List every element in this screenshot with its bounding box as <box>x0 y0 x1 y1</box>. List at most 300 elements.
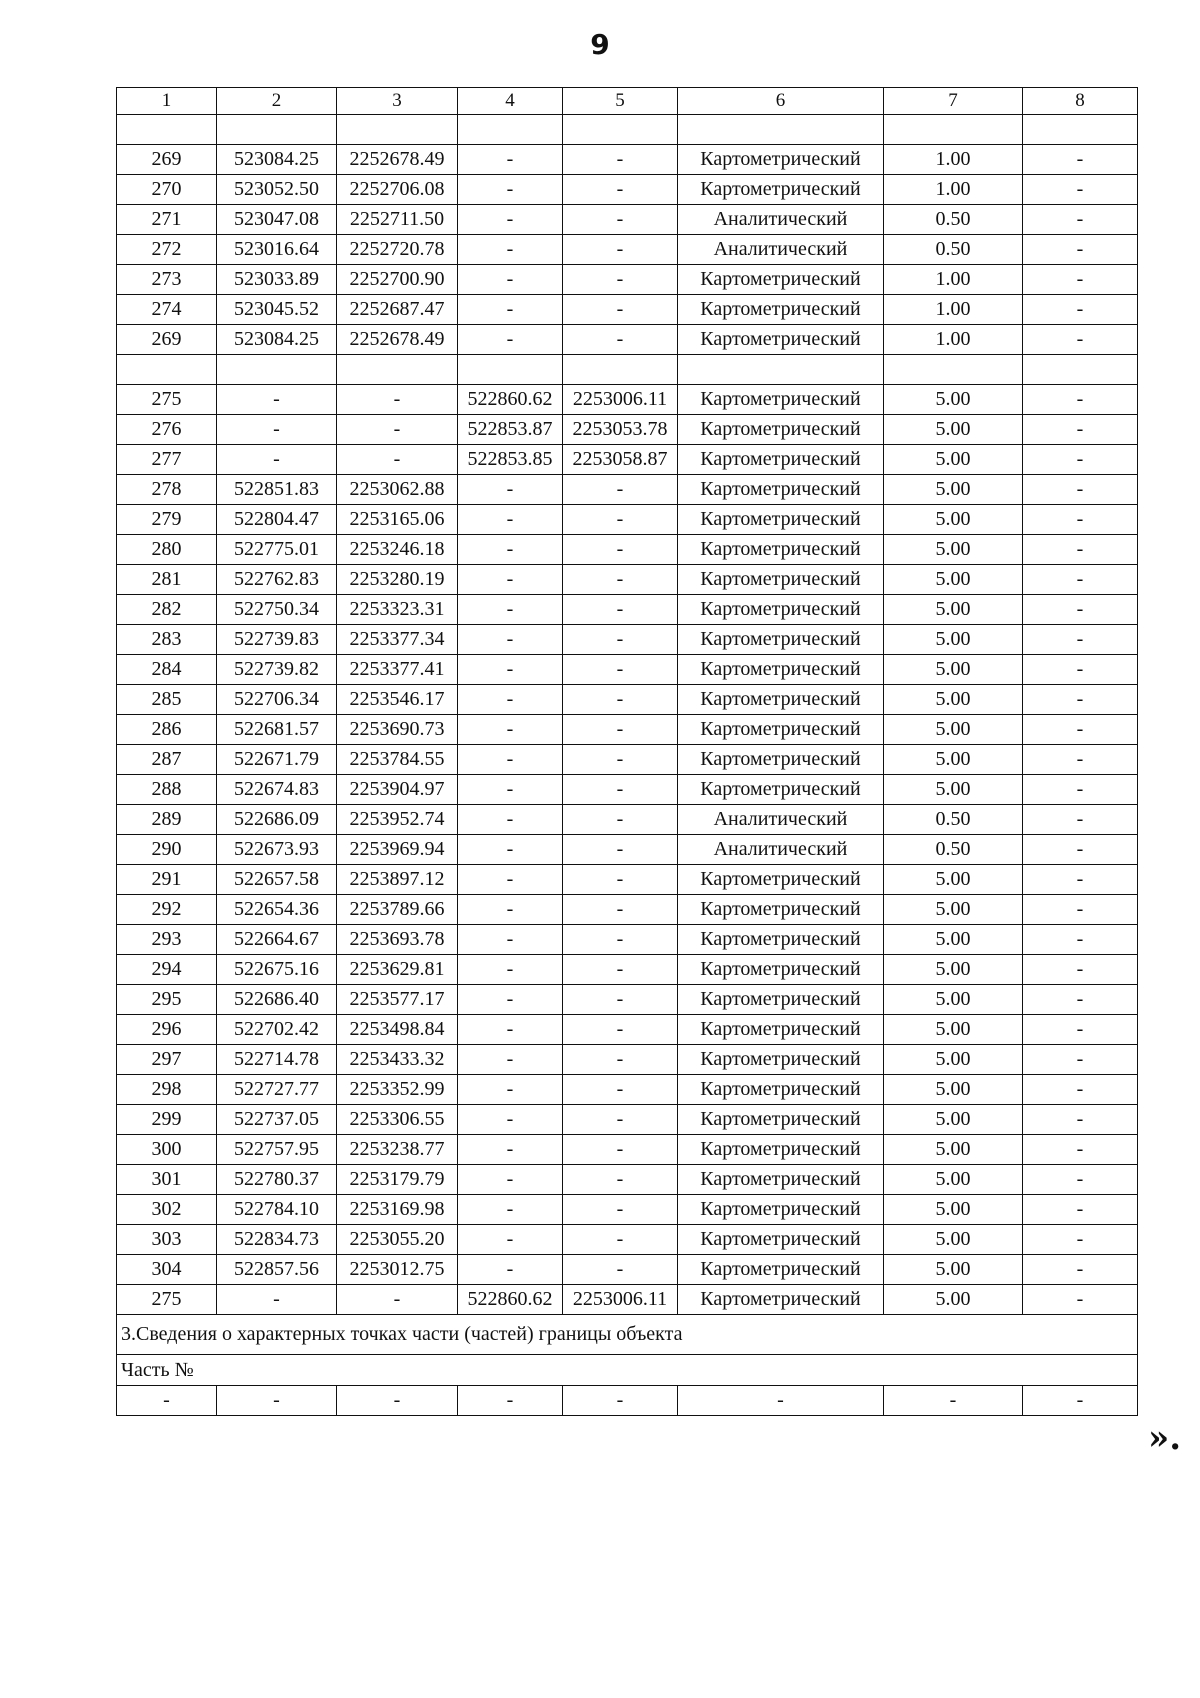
table-cell: 522851.83 <box>217 475 337 505</box>
table-cell: - <box>458 805 563 835</box>
table-cell: 522757.95 <box>217 1135 337 1165</box>
table-cell: - <box>458 1225 563 1255</box>
table-cell: 277 <box>117 445 217 475</box>
table-cell: Картометрический <box>678 295 884 325</box>
table-row <box>117 1225 1138 1255</box>
table-row <box>117 1075 1138 1105</box>
table-cell: - <box>563 325 678 355</box>
table-row <box>117 805 1138 835</box>
table-cell: 523033.89 <box>217 265 337 295</box>
table-cell: 2253053.78 <box>563 415 678 445</box>
table-cell: Картометрический <box>678 655 884 685</box>
table-row <box>117 415 1138 445</box>
table-cell: - <box>563 1165 678 1195</box>
table-cell: - <box>217 415 337 445</box>
table-cell: 5.00 <box>884 1165 1023 1195</box>
table-cell: 5.00 <box>884 535 1023 565</box>
table-cell: 2253789.66 <box>337 895 458 925</box>
table-cell: Картометрический <box>678 475 884 505</box>
table-cell: Картометрический <box>678 1165 884 1195</box>
table-row <box>117 1195 1138 1225</box>
table-cell: - <box>1023 835 1138 865</box>
table-cell: - <box>1023 1255 1138 1285</box>
table-cell: - <box>563 145 678 175</box>
table-cell: 5.00 <box>884 955 1023 985</box>
table-cell: - <box>458 1045 563 1075</box>
table-cell: 285 <box>117 685 217 715</box>
table-row <box>117 1285 1138 1315</box>
header-cell: 3 <box>337 88 458 115</box>
table-cell: 522775.01 <box>217 535 337 565</box>
table-cell: - <box>1023 175 1138 205</box>
table-cell: 283 <box>117 625 217 655</box>
table-cell: Картометрический <box>678 1045 884 1075</box>
table-cell: - <box>1023 565 1138 595</box>
table-cell: 2253690.73 <box>337 715 458 745</box>
table-cell: - <box>563 655 678 685</box>
table-cell: - <box>563 1386 678 1416</box>
table-cell: 0.50 <box>884 235 1023 265</box>
table-cell: 5.00 <box>884 715 1023 745</box>
table-cell: 2253629.81 <box>337 955 458 985</box>
table-cell: - <box>458 715 563 745</box>
table-cell: 1.00 <box>884 145 1023 175</box>
table-cell: - <box>337 415 458 445</box>
table-cell: - <box>458 655 563 685</box>
table-cell: 286 <box>117 715 217 745</box>
table-cell: - <box>458 745 563 775</box>
table-cell: - <box>563 595 678 625</box>
table-cell: - <box>678 1386 884 1416</box>
table-cell: Картометрический <box>678 895 884 925</box>
table-cell: 2253897.12 <box>337 865 458 895</box>
table-cell: - <box>217 1386 337 1416</box>
table-cell: 522834.73 <box>217 1225 337 1255</box>
table-cell: - <box>1023 805 1138 835</box>
table-cell: 522681.57 <box>217 715 337 745</box>
table-cell <box>563 115 678 145</box>
table-cell: 290 <box>117 835 217 865</box>
table-cell: 2253969.94 <box>337 835 458 865</box>
table-cell: - <box>458 565 563 595</box>
table-cell: 522714.78 <box>217 1045 337 1075</box>
table-cell: 523052.50 <box>217 175 337 205</box>
table-cell: 2253012.75 <box>337 1255 458 1285</box>
table-cell: 2253952.74 <box>337 805 458 835</box>
table-cell: - <box>458 475 563 505</box>
table-cell: - <box>563 985 678 1015</box>
table-cell: 280 <box>117 535 217 565</box>
table-cell: 2252706.08 <box>337 175 458 205</box>
table-cell: - <box>458 1165 563 1195</box>
table-cell: Аналитический <box>678 835 884 865</box>
table-cell: 298 <box>117 1075 217 1105</box>
table-cell: 2253306.55 <box>337 1105 458 1135</box>
table-cell: - <box>458 505 563 535</box>
table-cell: 270 <box>117 175 217 205</box>
table-cell: 273 <box>117 265 217 295</box>
table-cell: - <box>563 925 678 955</box>
table-cell: - <box>563 1225 678 1255</box>
table-cell: Картометрический <box>678 145 884 175</box>
table-cell: 300 <box>117 1135 217 1165</box>
table-cell: 2253006.11 <box>563 385 678 415</box>
table-cell: Картометрический <box>678 415 884 445</box>
closing-quote-mark: ». <box>1148 1418 1182 1458</box>
table-cell: Картометрический <box>678 1195 884 1225</box>
table-row <box>117 685 1138 715</box>
table-cell: 287 <box>117 745 217 775</box>
table-cell: 2253179.79 <box>337 1165 458 1195</box>
table-cell: 522860.62 <box>458 385 563 415</box>
table-cell: 278 <box>117 475 217 505</box>
table-cell: 2252700.90 <box>337 265 458 295</box>
table-row <box>117 835 1138 865</box>
table-cell: 288 <box>117 775 217 805</box>
table-cell: Картометрический <box>678 715 884 745</box>
table-cell <box>458 355 563 385</box>
table-cell <box>884 115 1023 145</box>
table-row <box>117 925 1138 955</box>
table-cell: 5.00 <box>884 1285 1023 1315</box>
table-cell: - <box>1023 1135 1138 1165</box>
table-cell: 522784.10 <box>217 1195 337 1225</box>
table-cell: 2253904.97 <box>337 775 458 805</box>
table-cell: - <box>563 1045 678 1075</box>
table-cell: 5.00 <box>884 775 1023 805</box>
table-cell: - <box>563 865 678 895</box>
table-cell: - <box>1023 625 1138 655</box>
table-cell: 522674.83 <box>217 775 337 805</box>
table-cell: - <box>563 625 678 655</box>
table-cell: 522780.37 <box>217 1165 337 1195</box>
table-cell: 2253433.32 <box>337 1045 458 1075</box>
table-row <box>117 535 1138 565</box>
table-cell: Картометрический <box>678 865 884 895</box>
table-row <box>117 175 1138 205</box>
page-number: 9 <box>590 28 610 61</box>
table-cell: 522671.79 <box>217 745 337 775</box>
empty-row <box>117 115 1138 145</box>
table-cell: - <box>1023 235 1138 265</box>
table-cell: - <box>1023 415 1138 445</box>
table-cell: - <box>563 1015 678 1045</box>
table-cell: Картометрический <box>678 1135 884 1165</box>
table-cell: 5.00 <box>884 1015 1023 1045</box>
table-cell: 2252678.49 <box>337 145 458 175</box>
table-cell: - <box>563 205 678 235</box>
table-cell <box>458 115 563 145</box>
table-cell: - <box>458 985 563 1015</box>
table-cell: 274 <box>117 295 217 325</box>
table-cell: 304 <box>117 1255 217 1285</box>
table-cell: - <box>563 565 678 595</box>
table-cell: 275 <box>117 1285 217 1315</box>
table-cell: - <box>1023 1225 1138 1255</box>
table-cell: - <box>458 1135 563 1165</box>
table-cell: - <box>458 1015 563 1045</box>
table-row <box>117 655 1138 685</box>
table-cell <box>117 115 217 145</box>
table-row <box>117 235 1138 265</box>
table-cell: 2253055.20 <box>337 1225 458 1255</box>
table-cell: 522702.42 <box>217 1015 337 1045</box>
table-cell: - <box>458 595 563 625</box>
table-cell: 2252720.78 <box>337 235 458 265</box>
part-data-row <box>117 1386 1138 1416</box>
table-cell: - <box>563 775 678 805</box>
table-row <box>117 265 1138 295</box>
table-cell: 522750.34 <box>217 595 337 625</box>
table-cell: 284 <box>117 655 217 685</box>
table-cell: 5.00 <box>884 1075 1023 1105</box>
empty-row <box>117 355 1138 385</box>
table-cell: 269 <box>117 325 217 355</box>
header-cell: 2 <box>217 88 337 115</box>
table-cell: 2253784.55 <box>337 745 458 775</box>
table-body <box>117 88 1138 1315</box>
table-cell: 522853.85 <box>458 445 563 475</box>
table-cell: - <box>1023 265 1138 295</box>
table-cell <box>678 115 884 145</box>
table-cell: - <box>458 1195 563 1225</box>
table-cell: - <box>884 1386 1023 1416</box>
table-cell: - <box>563 1105 678 1135</box>
table-row <box>117 865 1138 895</box>
table-cell: - <box>458 895 563 925</box>
table-cell: - <box>563 805 678 835</box>
table-cell: Картометрический <box>678 565 884 595</box>
table-cell: - <box>563 955 678 985</box>
table-cell: Аналитический <box>678 235 884 265</box>
table-cell: 303 <box>117 1225 217 1255</box>
table-cell: - <box>1023 1195 1138 1225</box>
table-cell: Картометрический <box>678 505 884 535</box>
table-cell: - <box>458 685 563 715</box>
table-cell: - <box>458 1386 563 1416</box>
table-cell: 301 <box>117 1165 217 1195</box>
table-cell: 276 <box>117 415 217 445</box>
table-cell: - <box>563 505 678 535</box>
table-cell: 272 <box>117 235 217 265</box>
table-cell: - <box>458 265 563 295</box>
table-cell: Картометрический <box>678 1105 884 1135</box>
table-cell: 522737.05 <box>217 1105 337 1135</box>
table-cell: Картометрический <box>678 595 884 625</box>
table-cell: - <box>458 625 563 655</box>
table-cell: - <box>458 955 563 985</box>
table-cell: - <box>1023 715 1138 745</box>
table-cell: 5.00 <box>884 985 1023 1015</box>
table-cell: 523016.64 <box>217 235 337 265</box>
table-cell: Картометрический <box>678 1285 884 1315</box>
table-cell: Аналитический <box>678 805 884 835</box>
table-cell: 5.00 <box>884 1045 1023 1075</box>
table-cell: 522804.47 <box>217 505 337 535</box>
table-cell: Картометрический <box>678 385 884 415</box>
table-row <box>117 1255 1138 1285</box>
table-row <box>117 385 1138 415</box>
table-cell: 5.00 <box>884 415 1023 445</box>
table-cell <box>1023 115 1138 145</box>
table-cell: - <box>563 835 678 865</box>
table-cell: 0.50 <box>884 835 1023 865</box>
table-cell: 281 <box>117 565 217 595</box>
table-cell: - <box>1023 775 1138 805</box>
table-cell: 2253280.19 <box>337 565 458 595</box>
table-cell: - <box>1023 1075 1138 1105</box>
table-cell: - <box>217 1285 337 1315</box>
table-cell: - <box>563 1135 678 1165</box>
table-cell: - <box>217 445 337 475</box>
table-cell: 2253323.31 <box>337 595 458 625</box>
table-cell: 275 <box>117 385 217 415</box>
table-cell: - <box>458 925 563 955</box>
table-cell: 2253006.11 <box>563 1285 678 1315</box>
table-cell: 5.00 <box>884 685 1023 715</box>
table-cell: - <box>563 745 678 775</box>
table-cell: 2253498.84 <box>337 1015 458 1045</box>
table-cell: - <box>1023 1285 1138 1315</box>
table-cell: 299 <box>117 1105 217 1135</box>
table-cell: - <box>458 175 563 205</box>
table-cell: - <box>1023 1045 1138 1075</box>
table-cell: - <box>1023 955 1138 985</box>
table-cell: - <box>458 205 563 235</box>
part-label-row <box>117 1355 1138 1386</box>
table-cell: - <box>563 475 678 505</box>
table-row <box>117 1135 1138 1165</box>
table-cell: - <box>1023 385 1138 415</box>
table-cell: - <box>117 1386 217 1416</box>
table-cell: - <box>458 775 563 805</box>
table-row <box>117 565 1138 595</box>
table-cell: - <box>563 235 678 265</box>
table-cell: 522739.82 <box>217 655 337 685</box>
table-cell: 2253169.98 <box>337 1195 458 1225</box>
header-cell: 5 <box>563 88 678 115</box>
table-cell: 2253165.06 <box>337 505 458 535</box>
table-cell: - <box>563 295 678 325</box>
table-cell: 522706.34 <box>217 685 337 715</box>
table-cell: 522675.16 <box>217 955 337 985</box>
table-cell: 5.00 <box>884 475 1023 505</box>
table-cell: 5.00 <box>884 895 1023 925</box>
table-cell: - <box>563 685 678 715</box>
table-cell: 5.00 <box>884 1105 1023 1135</box>
table-cell: - <box>1023 895 1138 925</box>
table-cell: Аналитический <box>678 205 884 235</box>
table-cell: 271 <box>117 205 217 235</box>
table-cell: 5.00 <box>884 1225 1023 1255</box>
table-cell: Картометрический <box>678 745 884 775</box>
table-cell: 2253058.87 <box>563 445 678 475</box>
table-cell: 522739.83 <box>217 625 337 655</box>
table-cell: - <box>217 385 337 415</box>
table-cell: - <box>1023 985 1138 1015</box>
table-cell: Картометрический <box>678 925 884 955</box>
table-cell: - <box>458 1255 563 1285</box>
table-cell: - <box>458 235 563 265</box>
table-cell: 292 <box>117 895 217 925</box>
table-cell: - <box>458 325 563 355</box>
table-cell: 1.00 <box>884 295 1023 325</box>
table-cell: - <box>458 145 563 175</box>
table-cell: - <box>458 865 563 895</box>
table-cell: 291 <box>117 865 217 895</box>
table-cell: - <box>337 385 458 415</box>
table-cell: - <box>1023 475 1138 505</box>
table-row <box>117 1015 1138 1045</box>
table-cell <box>884 355 1023 385</box>
table-cell: - <box>337 1386 458 1416</box>
table-cell <box>678 355 884 385</box>
table-row <box>117 1045 1138 1075</box>
header-row <box>117 88 1138 115</box>
table-cell: 289 <box>117 805 217 835</box>
table-cell: 0.50 <box>884 805 1023 835</box>
header-cell: 4 <box>458 88 563 115</box>
table-cell: - <box>1023 595 1138 625</box>
table-cell: - <box>1023 295 1138 325</box>
header-cell: 8 <box>1023 88 1138 115</box>
table-cell: - <box>1023 925 1138 955</box>
table-cell <box>217 115 337 145</box>
table-cell: Картометрический <box>678 325 884 355</box>
table-cell: 2253246.18 <box>337 535 458 565</box>
table-cell: Картометрический <box>678 1225 884 1255</box>
table-cell: Картометрический <box>678 445 884 475</box>
table-cell: - <box>1023 1165 1138 1195</box>
table-cell: - <box>563 265 678 295</box>
table-cell: Картометрический <box>678 1015 884 1045</box>
coordinates-table <box>116 87 1138 1416</box>
table-cell: Картометрический <box>678 175 884 205</box>
table-cell: - <box>563 1255 678 1285</box>
table-cell: - <box>337 445 458 475</box>
table-row <box>117 955 1138 985</box>
table-row <box>117 745 1138 775</box>
table-cell: - <box>563 715 678 745</box>
table-cell: 0.50 <box>884 205 1023 235</box>
table-cell: - <box>458 835 563 865</box>
table-cell: - <box>1023 145 1138 175</box>
table-cell <box>117 355 217 385</box>
header-cell: 6 <box>678 88 884 115</box>
table-cell: 522860.62 <box>458 1285 563 1315</box>
table-cell: 5.00 <box>884 745 1023 775</box>
table-cell: Картометрический <box>678 625 884 655</box>
section-title: 3.Сведения о характерных точках части (частей) границы объекта <box>117 1315 1138 1355</box>
table-cell: 523047.08 <box>217 205 337 235</box>
table-cell: 5.00 <box>884 385 1023 415</box>
table-cell: 2253377.34 <box>337 625 458 655</box>
table-cell: 5.00 <box>884 1135 1023 1165</box>
table-cell: 5.00 <box>884 925 1023 955</box>
table-cell: 5.00 <box>884 625 1023 655</box>
table-cell: Картометрический <box>678 535 884 565</box>
table-cell <box>337 115 458 145</box>
table-cell: 279 <box>117 505 217 535</box>
table-cell: 5.00 <box>884 865 1023 895</box>
table-cell: 2252711.50 <box>337 205 458 235</box>
table-row <box>117 625 1138 655</box>
table-cell: 5.00 <box>884 595 1023 625</box>
table-cell: 1.00 <box>884 265 1023 295</box>
table-cell: 2253693.78 <box>337 925 458 955</box>
table-cell: 5.00 <box>884 1255 1023 1285</box>
table-cell: - <box>337 1285 458 1315</box>
